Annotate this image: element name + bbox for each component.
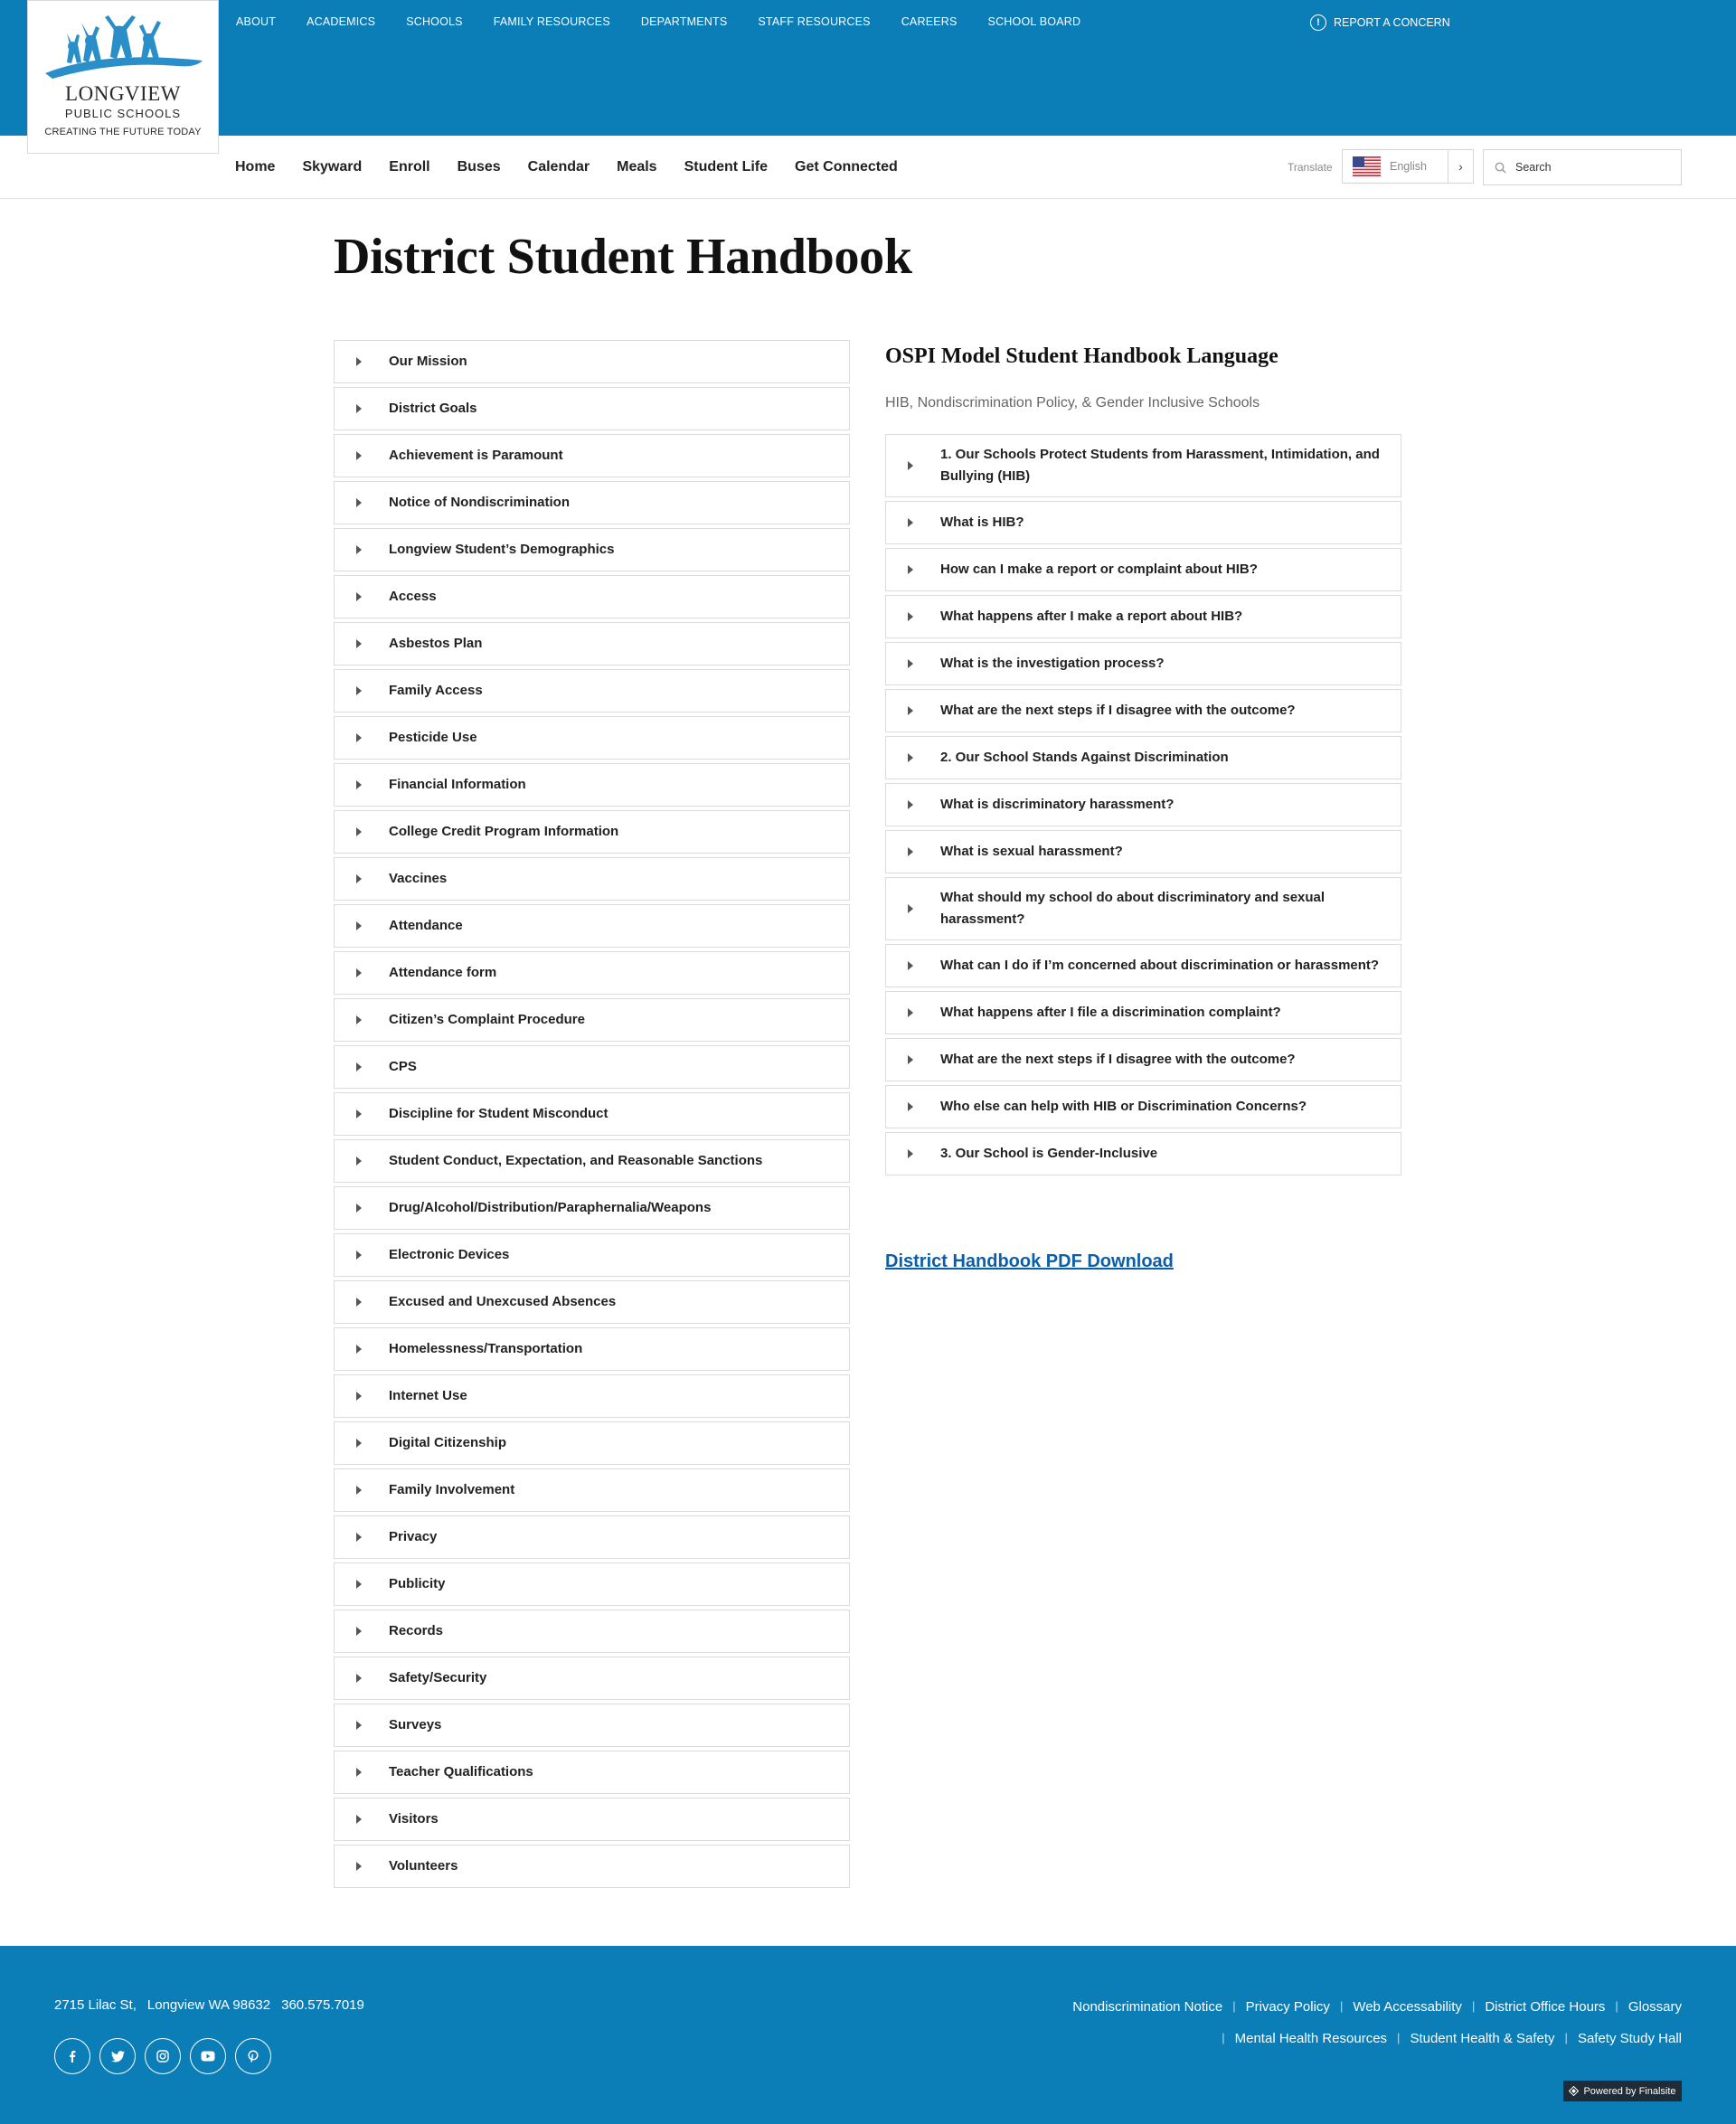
accordion-item-pesticide[interactable] <box>334 716 850 760</box>
chevron-right-icon[interactable]: › <box>1448 150 1473 183</box>
accordion-label: District Goals <box>389 401 477 416</box>
accordion-label: 3. Our School is Gender-Inclusive <box>940 1146 1158 1161</box>
caret-right-icon <box>356 1204 362 1213</box>
ospi-heading: OSPI Model Student Handbook Language <box>885 345 1278 368</box>
caret-right-icon <box>356 1345 362 1354</box>
footer-link-health-safety[interactable]: Student Health & Safety <box>1410 2031 1555 2046</box>
accordion-label: Who else can help with HIB or Discrimination Concerns? <box>940 1099 1307 1114</box>
util-nav-departments[interactable]: DEPARTMENTS <box>640 15 728 28</box>
accordion-label: Family Involvement <box>389 1482 515 1497</box>
footer-link-safety-study-hall[interactable]: Safety Study Hall <box>1577 2031 1682 2046</box>
accordion-item-nondiscrimination[interactable] <box>334 481 850 524</box>
accordion-label: Homelessness/Transportation <box>389 1341 583 1356</box>
accordion-item-vaccines[interactable] <box>334 857 850 901</box>
powered-by-badge[interactable] <box>1563 2081 1682 2101</box>
accordion-label: Surveys <box>389 1717 442 1732</box>
caret-right-icon <box>356 1156 362 1166</box>
caret-right-icon <box>356 1674 362 1683</box>
accordion-label: Attendance <box>389 918 463 933</box>
caret-right-icon <box>908 1102 913 1111</box>
accordion-item-complaint[interactable] <box>334 998 850 1042</box>
accordion-label: Notice of Nondiscrimination <box>389 495 571 510</box>
accordion-item-volunteers[interactable] <box>334 1845 850 1888</box>
caret-right-icon <box>908 961 913 970</box>
caret-right-icon <box>356 1109 362 1119</box>
util-nav-family-resources[interactable]: FAMILY RESOURCES <box>493 15 610 28</box>
accordion-label: Longview Student’s Demographics <box>389 542 615 557</box>
caret-right-icon <box>356 1298 362 1307</box>
accordion-label: How can I make a report or complaint about HIB? <box>940 562 1258 577</box>
ospi-item-sexual-harassment[interactable] <box>885 830 1401 873</box>
accordion-label: What are the next steps if I disagree with the outcome? <box>940 1052 1296 1067</box>
footer-social <box>54 2038 271 2074</box>
accordion-label: Privacy <box>389 1529 438 1544</box>
caret-right-icon <box>908 461 913 470</box>
accordion-label: What is discriminatory harassment? <box>940 797 1175 812</box>
footer-link-nondiscrimination[interactable]: Nondiscrimination Notice <box>1072 1999 1223 2015</box>
nav-student-life[interactable]: Student Life <box>684 159 769 175</box>
ospi-accordion <box>885 434 1401 1179</box>
accordion-item-our-mission[interactable] <box>334 340 850 383</box>
footer-link-office-hours[interactable]: District Office Hours <box>1485 1999 1606 2015</box>
util-nav-about[interactable]: ABOUT <box>236 15 277 28</box>
accordion-item-teacher-qualifications[interactable] <box>334 1751 850 1794</box>
nav-calendar[interactable]: Calendar <box>527 159 590 175</box>
footer <box>0 1946 1736 2124</box>
footer-phone[interactable]: 360.575.7019 <box>281 1997 364 2013</box>
nav-meals[interactable]: Meals <box>617 159 657 175</box>
accordion-label: What can I do if I’m concerned about discrimination or harassment? <box>940 958 1380 973</box>
facebook-icon[interactable] <box>54 2038 90 2074</box>
caret-right-icon <box>908 1149 913 1158</box>
caret-right-icon <box>356 1486 362 1495</box>
caret-right-icon <box>356 357 362 366</box>
footer-links-primary: Nondiscrimination Notice | Privacy Policy | Web Accessability | District Office Hours | Glossary <box>1072 1999 1682 2015</box>
main-nav <box>0 136 1736 199</box>
ospi-item-hib-section[interactable] <box>885 434 1401 497</box>
caret-right-icon <box>356 404 362 413</box>
nav-get-connected[interactable]: Get Connected <box>795 159 898 175</box>
footer-link-web-accessability[interactable]: Web Accessability <box>1353 1999 1462 2015</box>
caret-right-icon <box>356 827 362 836</box>
caret-right-icon <box>908 518 913 527</box>
caret-right-icon <box>908 612 913 621</box>
accordion-label: Discipline for Student Misconduct <box>389 1106 609 1121</box>
accordion-label: What is HIB? <box>940 514 1024 530</box>
ospi-item-who-can-help[interactable] <box>885 1085 1401 1128</box>
ospi-item-gender-inclusive[interactable] <box>885 1132 1401 1175</box>
accordion-label: What happens after I make a report about HIB? <box>940 609 1243 624</box>
logo-name: LONGVIEW <box>65 82 181 105</box>
accordion-label: Pesticide Use <box>389 730 477 745</box>
accordion-item-surveys[interactable] <box>334 1704 850 1747</box>
logo-subtitle: PUBLIC SCHOOLS <box>64 107 182 120</box>
ospi-item-discriminatory-harassment[interactable] <box>885 783 1401 826</box>
page-title: District Student Handbook <box>334 229 912 285</box>
youtube-icon[interactable] <box>190 2038 226 2074</box>
logo-tagline: CREATING THE FUTURE TODAY <box>44 127 202 137</box>
util-nav-school-board[interactable]: SCHOOL BOARD <box>987 15 1081 28</box>
instagram-icon[interactable] <box>145 2038 181 2074</box>
accordion-item-safety[interactable] <box>334 1657 850 1700</box>
accordion-item-cps[interactable] <box>334 1045 850 1089</box>
accordion-item-drug-alcohol[interactable] <box>334 1186 850 1230</box>
accordion-label: Excused and Unexcused Absences <box>389 1294 617 1309</box>
search-input[interactable] <box>1515 161 1660 174</box>
accordion-item-financial[interactable] <box>334 763 850 807</box>
caret-right-icon <box>356 1862 362 1871</box>
district-logo[interactable] <box>27 0 219 154</box>
footer-link-privacy[interactable]: Privacy Policy <box>1245 1999 1330 2015</box>
accordion-label: Achievement is Paramount <box>389 448 563 463</box>
caret-right-icon <box>908 847 913 856</box>
caret-right-icon <box>908 659 913 668</box>
nav-buses[interactable]: Buses <box>457 159 501 175</box>
main-nav-items <box>222 136 911 199</box>
accordion-label: Records <box>389 1623 444 1638</box>
ospi-item-next-steps-hib[interactable] <box>885 689 1401 732</box>
caret-right-icon <box>356 639 362 648</box>
accordion-label: Citizen’s Complaint Procedure <box>389 1012 585 1027</box>
caret-right-icon <box>908 565 913 574</box>
accordion-label: Attendance form <box>389 965 497 980</box>
handbook-accordion <box>334 340 850 1892</box>
footer-address <box>54 1997 364 2013</box>
caret-right-icon <box>356 874 362 883</box>
util-nav-academics[interactable]: ACADEMICS <box>307 15 376 28</box>
ospi-item-after-report[interactable] <box>885 595 1401 638</box>
caret-right-icon <box>356 686 362 695</box>
caret-right-icon <box>356 1580 362 1589</box>
accordion-item-family-access[interactable] <box>334 669 850 713</box>
nav-home[interactable]: Home <box>235 159 276 175</box>
footer-link-glossary[interactable]: Glossary <box>1628 1999 1682 2015</box>
caret-right-icon <box>356 1439 362 1448</box>
accordion-label: What is sexual harassment? <box>940 844 1123 859</box>
caret-right-icon <box>356 1768 362 1777</box>
report-concern-link[interactable] <box>1310 14 1450 31</box>
accordion-item-homelessness[interactable] <box>334 1327 850 1371</box>
translate-label: Translate <box>1288 161 1333 174</box>
accordion-label: 1. Our Schools Protect Students from Harassment, Intimidation, and Bullying (HIB) <box>940 447 1380 484</box>
accordion-label: What should my school do about discriminatory and sexual harassment? <box>940 890 1326 927</box>
caret-right-icon <box>356 1251 362 1260</box>
caret-right-icon <box>356 1062 362 1071</box>
accordion-item-records[interactable] <box>334 1610 850 1653</box>
nav-skyward[interactable]: Skyward <box>302 159 363 175</box>
accordion-item-visitors[interactable] <box>334 1798 850 1841</box>
search-box <box>1483 149 1682 185</box>
util-nav-careers[interactable]: CAREERS <box>901 15 958 28</box>
ospi-item-report-hib[interactable] <box>885 548 1401 591</box>
utility-bar <box>0 0 1736 136</box>
accordion-label: Safety/Security <box>389 1670 487 1685</box>
accordion-item-college-credit[interactable] <box>334 810 850 854</box>
accordion-item-access[interactable] <box>334 575 850 618</box>
caret-right-icon <box>908 904 913 913</box>
accordion-item-attendance-form[interactable] <box>334 951 850 995</box>
accordion-label: Vaccines <box>389 871 448 886</box>
ospi-subheading: HIB, Nondiscrimination Policy, & Gender Inclusive Schools <box>885 395 1260 411</box>
ospi-item-after-complaint[interactable] <box>885 991 1401 1034</box>
accordion-label: What are the next steps if I disagree with the outcome? <box>940 703 1296 718</box>
caret-right-icon <box>356 1627 362 1636</box>
accordion-item-asbestos[interactable] <box>334 622 850 666</box>
caret-right-icon <box>356 545 362 554</box>
accordion-item-conduct[interactable] <box>334 1139 850 1183</box>
accordion-label: Internet Use <box>389 1388 467 1403</box>
accordion-label: Digital Citizenship <box>389 1435 507 1450</box>
caret-right-icon <box>356 498 362 507</box>
accordion-item-achievement[interactable] <box>334 434 850 477</box>
ospi-item-what-is-hib[interactable] <box>885 501 1401 544</box>
ospi-item-discrimination-section[interactable] <box>885 736 1401 779</box>
accordion-label: Publicity <box>389 1576 446 1591</box>
report-concern-label: REPORT A CONCERN <box>1334 16 1450 29</box>
twitter-icon[interactable] <box>99 2038 136 2074</box>
accordion-label: Teacher Qualifications <box>389 1764 533 1779</box>
accordion-item-family-involvement[interactable] <box>334 1468 850 1512</box>
accordion-item-privacy[interactable] <box>334 1515 850 1559</box>
search-icon <box>1495 162 1506 174</box>
util-nav-staff-resources[interactable]: STAFF RESOURCES <box>758 15 871 28</box>
accordion-item-discipline[interactable] <box>334 1092 850 1136</box>
caret-right-icon <box>356 1392 362 1401</box>
caret-right-icon <box>356 1721 362 1730</box>
us-flag-icon <box>1353 156 1381 176</box>
accordion-label: Access <box>389 589 437 604</box>
caret-right-icon <box>356 733 362 742</box>
footer-street: 2715 Lilac St, <box>54 1997 137 2013</box>
accordion-item-digital-citizenship[interactable] <box>334 1421 850 1465</box>
accordion-item-absences[interactable] <box>334 1280 850 1324</box>
language-value: English <box>1390 160 1427 173</box>
caret-right-icon <box>356 592 362 601</box>
pinterest-icon[interactable] <box>235 2038 271 2074</box>
logo-figures-icon <box>42 14 206 84</box>
footer-link-mental-health[interactable]: Mental Health Resources <box>1234 2031 1388 2046</box>
ospi-item-investigation[interactable] <box>885 642 1401 685</box>
accordion-label: Our Mission <box>389 354 467 369</box>
language-select[interactable] <box>1342 149 1474 184</box>
ospi-item-concerned[interactable] <box>885 944 1401 987</box>
accordion-label: 2. Our School Stands Against Discrimination <box>940 750 1229 765</box>
powered-by-label: Powered by Finalsite <box>1583 2085 1676 2097</box>
accordion-label: Drug/Alcohol/Distribution/Paraphernalia/Weapons <box>389 1200 712 1215</box>
accordion-label: Financial Information <box>389 777 526 792</box>
footer-city: Longview WA 98632 <box>146 1997 271 2013</box>
accordion-label: What is the investigation process? <box>940 656 1165 671</box>
utility-nav <box>221 15 1096 28</box>
accordion-item-attendance[interactable] <box>334 904 850 948</box>
accordion-item-electronic-devices[interactable] <box>334 1233 850 1277</box>
finalsite-icon <box>1569 2086 1579 2096</box>
accordion-item-internet-use[interactable] <box>334 1374 850 1418</box>
caret-right-icon <box>356 780 362 789</box>
caret-right-icon <box>908 800 913 809</box>
caret-right-icon <box>356 1533 362 1542</box>
caret-right-icon <box>908 706 913 715</box>
accordion-label: Electronic Devices <box>389 1247 510 1262</box>
ospi-item-next-steps-discrimination[interactable] <box>885 1038 1401 1081</box>
accordion-label: Student Conduct, Expectation, and Reasonable Sanctions <box>389 1153 763 1168</box>
caret-right-icon <box>356 1015 362 1024</box>
accordion-label: College Credit Program Information <box>389 824 619 839</box>
caret-right-icon <box>356 451 362 460</box>
caret-right-icon <box>908 1055 913 1064</box>
accordion-label: What happens after I file a discrimination complaint? <box>940 1005 1281 1020</box>
accordion-item-publicity[interactable] <box>334 1562 850 1606</box>
caret-right-icon <box>908 753 913 762</box>
caret-right-icon <box>356 921 362 930</box>
nav-enroll[interactable]: Enroll <box>389 159 430 175</box>
accordion-item-district-goals[interactable] <box>334 387 850 430</box>
handbook-pdf-link[interactable]: District Handbook PDF Download <box>885 1251 1174 1271</box>
caret-right-icon <box>908 1008 913 1017</box>
alert-circle-icon: ! <box>1310 14 1326 31</box>
footer-links-secondary: | Mental Health Resources | Student Health & Safety | Safety Study Hall <box>1222 2031 1682 2046</box>
caret-right-icon <box>356 1815 362 1824</box>
accordion-label: Asbestos Plan <box>389 636 483 651</box>
accordion-label: Visitors <box>389 1811 439 1827</box>
ospi-item-school-response[interactable] <box>885 877 1401 940</box>
accordion-label: Family Access <box>389 683 483 698</box>
accordion-label: Volunteers <box>389 1858 458 1874</box>
util-nav-schools[interactable]: SCHOOLS <box>406 15 463 28</box>
caret-right-icon <box>356 968 362 977</box>
accordion-label: CPS <box>389 1059 417 1074</box>
accordion-item-demographics[interactable] <box>334 528 850 571</box>
